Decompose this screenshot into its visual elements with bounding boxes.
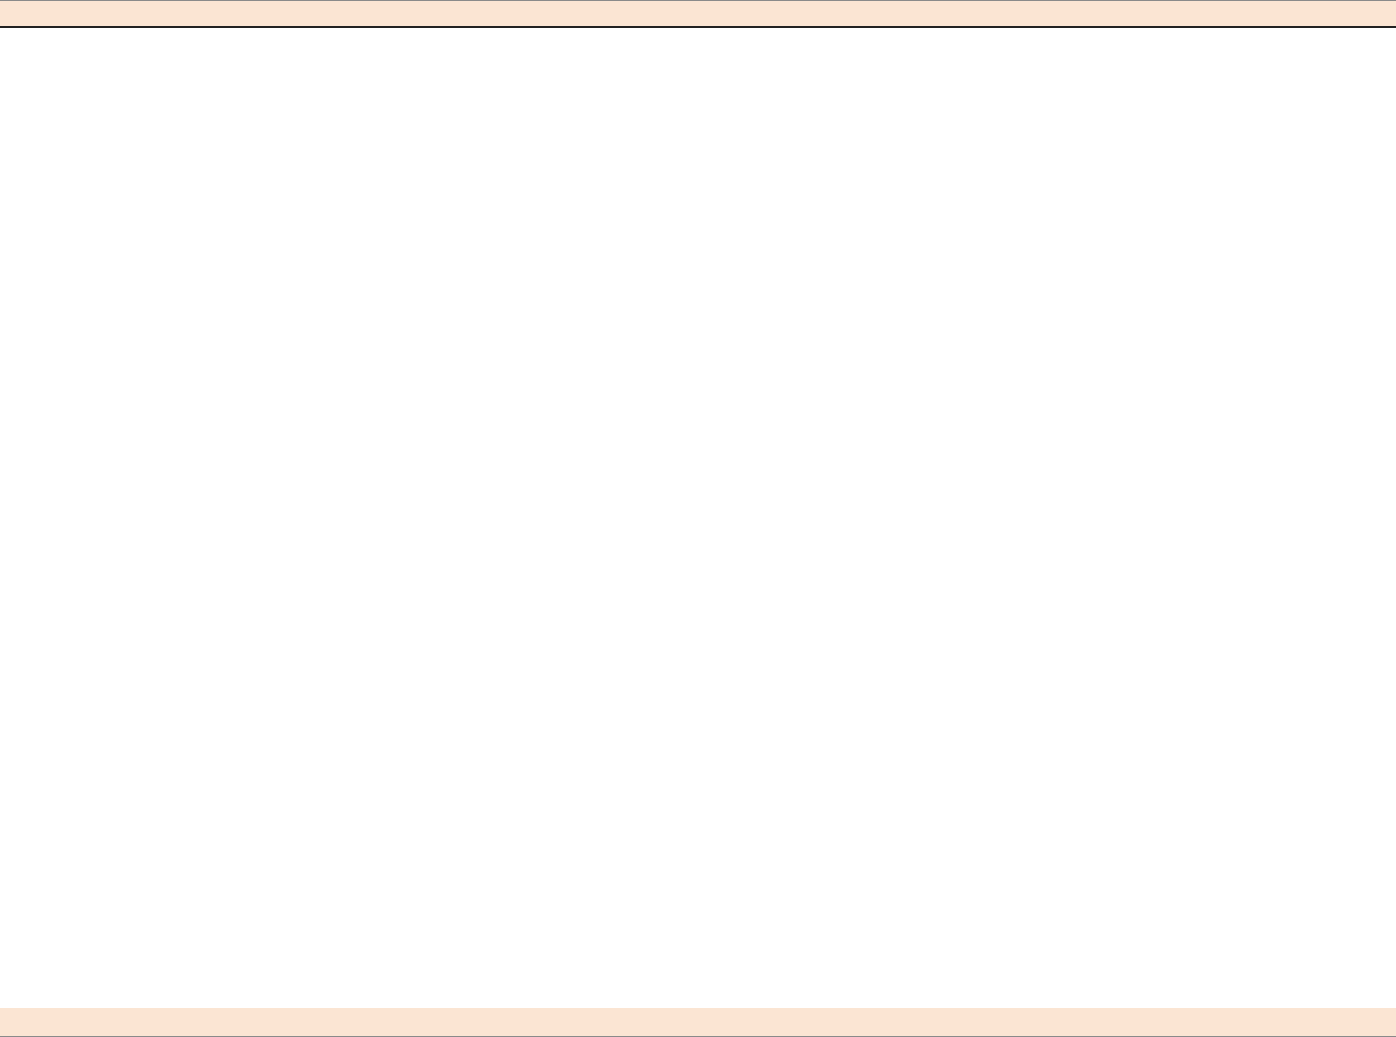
footer-note [0, 1008, 1396, 1037]
month-header [0, 0, 1396, 28]
